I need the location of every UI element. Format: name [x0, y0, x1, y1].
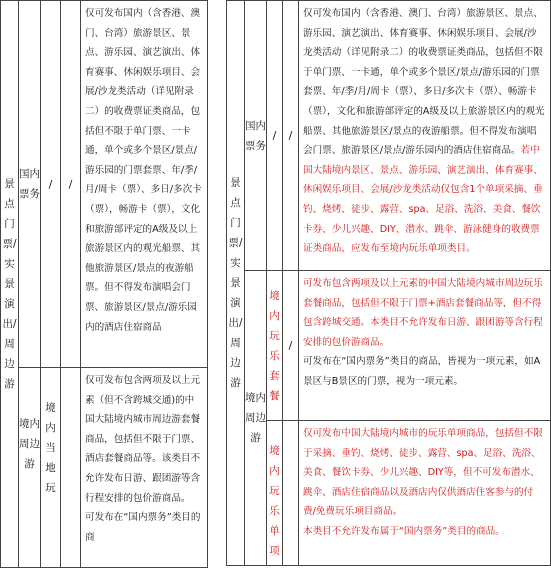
- right-subcategory-nearby-tour: [245, 271, 267, 566]
- right-subB-text-red: 仅可发布中国大陆境内城市的玩乐单项商品，包括但不限于采摘、垂钓、烧烤、徒步、露营、spa、足浴、洗浴、美食、餐饮卡券、少儿兴趣、DIY等，但不可发布潜水、跳伞、酒店住宿商品以及酒店内仅供酒店住客参与的付费/免费玩乐项目商品。: [303, 428, 543, 518]
- left-subsub-local-play: [41, 368, 61, 568]
- right-subB-text-black: 本类目不允许发布属于“国内票务”类目的商品。: [303, 525, 505, 537]
- right-subA-label-cell: [267, 271, 283, 421]
- left-row1-mark-a: /: [41, 1, 61, 368]
- right-category-table: [226, 0, 551, 566]
- left-category-cell: [1, 1, 19, 568]
- left-row1-mark-b: /: [61, 1, 81, 368]
- left-category-label: 景点门票/实景演出/周边游: [2, 178, 17, 390]
- right-row1-text-red: 若中国大陆境内景区、景点、游乐园、演艺演出、体育赛事、休闲娱乐项目、会展/沙龙类活动仅包含1个单项采摘、垂钓、烧烤、徒步、露营、spa、足浴、洗浴、美食、餐饮卡券、少儿兴趣、DIY、潜水、跳伞、游泳健身的收费票证类商品，应发布至境内玩乐单项类目。: [303, 145, 543, 255]
- left-subcategory-domestic-tickets: [19, 1, 41, 368]
- left-row1-description: 仅可发布国内（含香港、澳门、台湾）旅游景区、景点、游乐园、演艺演出、体育赛事、休闲娱乐项目、会展/沙龙类活动（详见附录二）的收费票证类商品，包括但不限于单门票、一卡通，单个或多个景区/景点/游乐园的门票套票、年/季/月/周卡（票）、多日/多次卡（票），畅游卡（票），文化和旅游部评定的A级及以上旅游景区内的观光船票、其他旅游景区/景点的夜游船票。但不得发布演唱会门票、旅游景区/景点/游乐园内的酒店住宿商品: [81, 1, 208, 368]
- right-row1-mark-a: /: [267, 1, 283, 271]
- right-subB-label: 境内玩乐单项: [269, 445, 280, 557]
- left-row2-description: [81, 368, 208, 568]
- right-category-cell: [227, 1, 245, 566]
- right-subA-label: 境内玩乐套餐: [269, 289, 280, 402]
- right-subA-text-red: 可发布包含两项及以上元素的中国大陆境内城市周边玩乐套餐商品，包括但不限于门票+酒店套餐商品等，但不得包含跨城交通。本类目不允许发布日游、跟团游等含行程安排的包价游商品。: [303, 278, 543, 348]
- left-category-table: [0, 0, 208, 568]
- right-row1-text-black: 仅可发布国内（含香港、澳门、台湾）旅游景区、景点、游乐园、演艺演出、体育赛事、休闲娱乐项目、会展/沙龙类活动（详见附录二）的收费票证类商品，包括但不限于单门票、一卡通，单个或多个景区/景点/游乐园的门票套票、年/季/月/周卡（票）、多日/多次卡（票）、畅游卡（票），文化和旅游部评定的A级及以上旅游景区内的观光船票、其他旅游景区/景点的夜游船票。但不得发布演唱会门票、旅游景区/景点/游乐园内的酒店住宿商品。: [303, 8, 545, 157]
- right-subA-text-black: 可发布在“国内票务”类目的商品，皆视为一项元素，如A景区与B景区的门票，视为一项元素。: [303, 356, 541, 387]
- right-subA-description: [299, 271, 551, 421]
- right-subB-label-cell: [267, 421, 283, 566]
- left-table-pane: [0, 0, 207, 542]
- right-row1-mark-b: /: [283, 1, 299, 271]
- right-subA-mark: /: [283, 271, 299, 421]
- right-table-pane: [226, 0, 550, 557]
- left-row2-text: 仅可发布包含两项及以上元素（但不含跨城交通)的中国大陆境内城市周边游套餐商品，包括但不限于门票、酒店套餐商品等。该类目不允许发布日游、跟团游等含行程安排的包价游商品。: [85, 375, 201, 504]
- left-subcategory-nearby-tour: [19, 368, 41, 568]
- right-subcategory-domestic-tickets: [245, 1, 267, 271]
- left-subcategory-nearby-label: 境内周边游: [19, 418, 40, 470]
- left-subsub-label: 境内当地玩: [45, 402, 56, 494]
- right-subcategory-nearby-label: 境内周边游: [245, 392, 266, 444]
- right-subB-description: [299, 421, 551, 566]
- left-row2-text-tail: 可发布在“国内票务”类目的商: [85, 512, 201, 543]
- right-row1-description: [299, 1, 551, 271]
- left-row2-empty: [61, 368, 81, 568]
- right-subcategory-label: 国内票务: [245, 119, 266, 152]
- right-subB-empty: [283, 421, 299, 566]
- right-category-label: 景点门票/实景演出/周边游: [228, 177, 243, 389]
- left-subcategory-label: 国内票务: [19, 168, 40, 200]
